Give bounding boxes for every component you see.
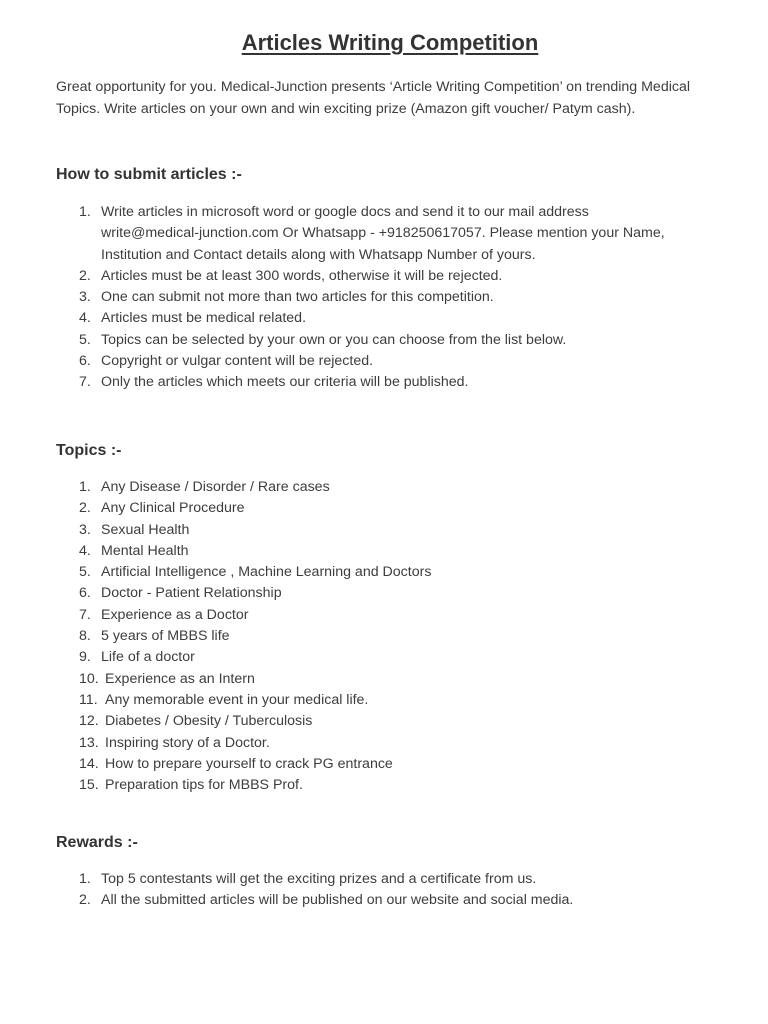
list-item (56, 520, 676, 541)
list-item-text: Copyright or vulgar content will be rejected. (101, 353, 374, 370)
list-item (56, 890, 676, 911)
list-item (56, 308, 676, 329)
list-item (56, 733, 676, 754)
list-item (56, 711, 676, 732)
list-item-number: 1. (79, 479, 91, 495)
list-item-text: Inspiring story of a Doctor. (105, 734, 270, 751)
list-item (56, 775, 676, 796)
list-item-number: 6. (79, 585, 91, 602)
topics-heading: Topics :- (56, 442, 122, 459)
list-item-number: 3. (79, 521, 91, 538)
list-item-text: 5 years of MBBS life (101, 628, 230, 645)
list-item-number: 10. (79, 670, 99, 687)
list-item-number: 15. (79, 777, 99, 794)
list-item-number: 12. (79, 713, 99, 730)
list-item (56, 647, 676, 668)
list-item (56, 351, 676, 372)
list-item-number: 2. (79, 500, 91, 517)
list-item-number: 14. (79, 755, 99, 772)
submit-list (56, 202, 676, 394)
list-item-number: 13. (79, 734, 99, 751)
list-item-text: Any Clinical Procedure (101, 500, 245, 517)
list-item-text: Mental Health (101, 542, 189, 559)
list-item-text: Write articles in microsoft word or google docs and send it to our mail address write@medical-junction.com Or Whatsapp - +918250617057. Please mention your Name, Institution and Contact details along with Whatsapp Number of yours. (101, 204, 665, 263)
list-item (56, 626, 676, 647)
list-item-text: Experience as a Doctor (101, 606, 249, 623)
list-item (56, 869, 676, 890)
list-item (56, 754, 676, 775)
list-item (56, 541, 676, 562)
list-item-text: Experience as an Intern (105, 670, 255, 687)
list-item-number: 8. (79, 628, 91, 645)
list-item-text: Doctor - Patient Relationship (101, 585, 282, 602)
list-item (56, 372, 676, 393)
list-item-text: How to prepare yourself to crack PG entrance (105, 755, 393, 772)
list-item-text: One can submit not more than two articles for this competition. (101, 289, 494, 306)
list-item-text: Preparation tips for MBBS Prof. (105, 777, 303, 794)
list-item (56, 202, 676, 266)
list-item-number: 11. (79, 691, 98, 708)
list-item (56, 583, 676, 604)
list-item (56, 498, 676, 519)
list-item-text: Articles must be at least 300 words, otherwise it will be rejected. (101, 267, 503, 284)
list-item-text: Only the articles which meets our criteria will be published. (101, 374, 469, 391)
list-item (56, 477, 676, 498)
list-item-number: 4. (79, 310, 91, 327)
list-item-number: 4. (79, 542, 91, 559)
list-item (56, 669, 676, 690)
list-item-text: Topics can be selected by your own or you can choose from the list below. (101, 331, 567, 348)
list-item-number: 7. (79, 374, 91, 391)
rewards-heading: Rewards :- (56, 834, 138, 851)
intro-paragraph: Great opportunity for you. Medical-Junction presents ‘Article Writing Competition’ on trending Medical Topics. Write articles on your own and win exciting prize (Amazon gift voucher/ Patym cash). (56, 79, 691, 117)
list-item-text: Any Disease / Disorder / Rare cases (101, 479, 330, 495)
topics-list (56, 477, 676, 796)
list-item-text: All the submitted articles will be published on our website and social media. (101, 892, 574, 909)
page-title: Articles Writing Competition (241, 30, 539, 55)
list-item-number: 7. (79, 606, 91, 623)
rewards-list (56, 869, 676, 912)
list-item-number: 2. (79, 267, 91, 284)
list-item-number: 9. (79, 649, 91, 666)
list-item (56, 287, 676, 308)
list-item (56, 330, 676, 351)
list-item-text: Diabetes / Obesity / Tuberculosis (105, 713, 313, 730)
list-item-number: 1. (79, 204, 91, 220)
list-item-number: 6. (79, 353, 91, 370)
list-item-number: 5. (79, 564, 91, 581)
list-item-text: Life of a doctor (101, 649, 195, 666)
list-item-text: Top 5 contestants will get the exciting prizes and a certificate from us. (101, 871, 537, 887)
list-item-text: Any memorable event in your medical life. (105, 691, 369, 708)
list-item-text: Sexual Health (101, 521, 190, 538)
list-item-text: Artificial Intelligence , Machine Learning and Doctors (101, 564, 432, 581)
list-item-number: 5. (79, 331, 91, 348)
list-item (56, 605, 676, 626)
submit-heading: How to submit articles :- (56, 166, 242, 183)
list-item-text: Articles must be medical related. (101, 310, 307, 327)
list-item-number: 2. (79, 892, 91, 909)
list-item (56, 562, 676, 583)
list-item (56, 690, 676, 711)
list-item-number: 3. (79, 289, 91, 306)
list-item-number: 1. (79, 871, 91, 887)
list-item (56, 266, 676, 287)
